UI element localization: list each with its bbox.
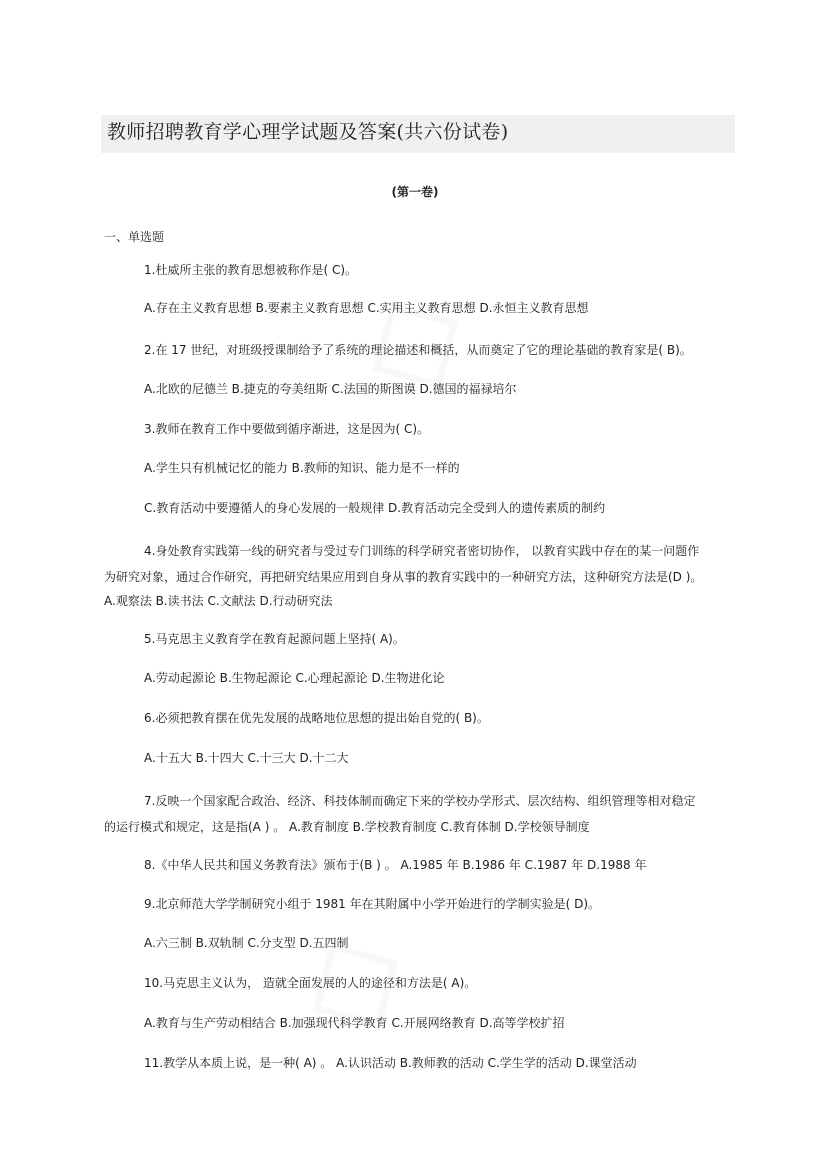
question-stem: 11.教学从本质上说，是一种( A) 。 A.认识活动 B.教师教的活动 C.学生学的活动 D.课堂活动 — [144, 1056, 637, 1070]
question-stem: 4.身处教育实践第一线的研究者与受过专门训练的科学研究者密切协作， 以教育实践中存在的某一问题作 — [144, 544, 700, 558]
volume-heading: (第一卷) — [391, 185, 439, 199]
question-stem: 9.北京师范大学学制研究小组于 1981 年在其附属中小学开始进行的学制实验是( D)。 — [144, 897, 601, 911]
question-stem: 2.在 17 世纪，对班级授课制给予了系统的理论描述和概括，从而奠定了它的理论基础的教育家是( B)。 — [144, 343, 692, 357]
section-heading: 一、单选题 — [104, 230, 165, 244]
question-options: A.教育与生产劳动相结合 B.加强现代科学教育 C.开展网络教育 D.高等学校扩招 — [144, 1016, 565, 1030]
question-stem: 10.马克思主义认为， 造就全面发展的人的途径和方法是( A)。 — [144, 976, 477, 990]
question-options: A.存在主义教育思想 B.要素主义教育思想 C.实用主义教育思想 D.永恒主义教育思想 — [144, 301, 589, 315]
question-stem: 6.必须把教育摆在优先发展的战略地位思想的提出始自党的( B)。 — [144, 711, 489, 725]
question-options: A.观察法 B.读书法 C.文献法 D.行动研究法 — [104, 594, 333, 608]
question-stem: 7.反映一个国家配合政治、经济、科技体制而确定下来的学校办学形式、层次结构、组织管理等相对稳定 — [144, 794, 696, 808]
page-title: 教师招聘教育学心理学试题及答案(共六份试卷) — [107, 121, 509, 143]
question-stem: 8.《中华人民共和国义务教育法》颁布于(B ) 。 A.1985 年 B.1986 年 C.1987 年 D.1988 年 — [144, 858, 647, 872]
question-options: A.北欧的尼德兰 B.捷克的夸美纽斯 C.法国的斯图谟 D.德国的福禄培尔 — [144, 382, 517, 396]
question-options: C.教育活动中要遵循人的身心发展的一般规律 D.教育活动完全受到人的遗传素质的制约 — [144, 501, 606, 515]
question-options: A.学生只有机械记忆的能力 B.教师的知识、能力是不一样的 — [144, 461, 460, 475]
question-continuation: 的运行模式和规定，这是指(A ) 。 A.教育制度 B.学校教育制度 C.教育体制 D.学校领导制度 — [104, 820, 590, 834]
question-stem: 5.马克思主义教育学在教育起源问题上坚持( A)。 — [144, 632, 405, 646]
question-options: A.六三制 B.双轨制 C.分支型 D.五四制 — [144, 936, 349, 950]
question-options: A.十五大 B.十四大 C.十三大 D.十二大 — [144, 751, 349, 765]
question-options: A.劳动起源论 B.生物起源论 C.心理起源论 D.生物进化论 — [144, 671, 445, 685]
question-stem: 1.杜威所主张的教育思想被称作是( C)。 — [144, 263, 358, 277]
question-continuation: 为研究对象，通过合作研究，再把研究结果应用到自身从事的教育实践中的一种研究方法，这种研究方法是(D )。 — [104, 570, 703, 584]
question-stem: 3.教师在教育工作中要做到循序渐进，这是因为( C)。 — [144, 422, 430, 436]
